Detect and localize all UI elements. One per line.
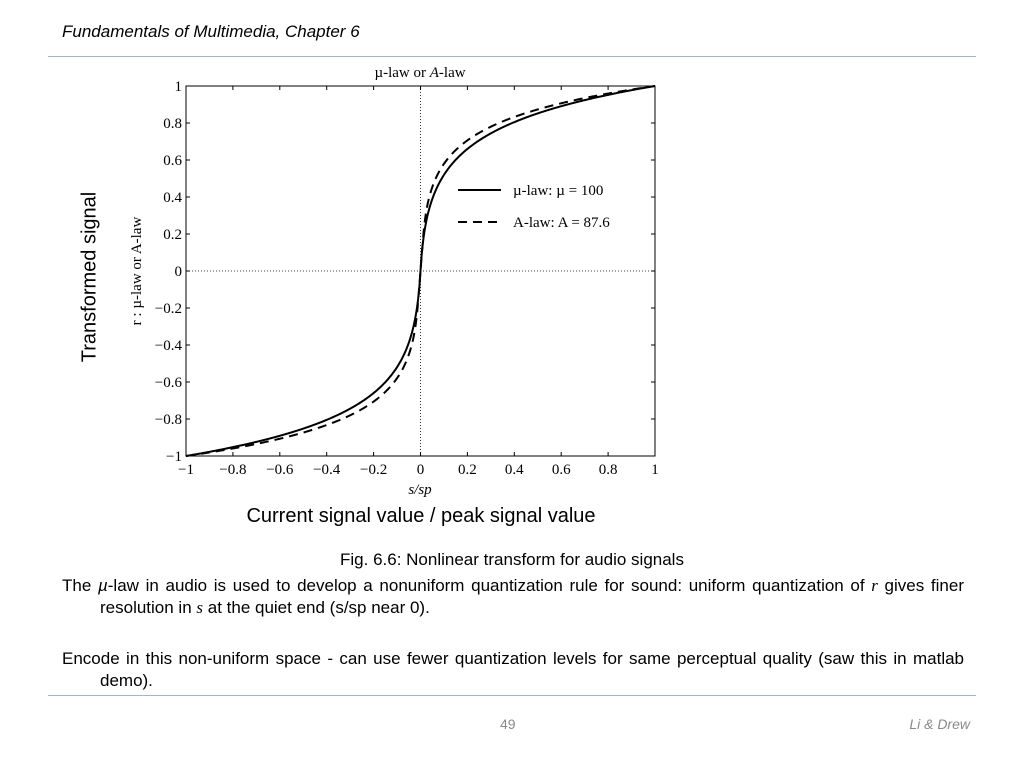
chart-title: µ-law or A-law (374, 65, 466, 81)
figure-caption: Fig. 6.6: Nonlinear transform for audio signals (340, 550, 684, 569)
y-ticks (155, 79, 655, 465)
x-tick-label: 0.6 (551, 462, 571, 478)
legend (458, 183, 610, 231)
inner-x-label: s/sp (408, 482, 432, 498)
legend-label-a: A-law: A = 87.6 (513, 215, 610, 231)
y-tick-label: −0.4 (154, 338, 182, 354)
slide-title: Fundamentals of Multimedia, Chapter 6 (62, 22, 360, 41)
x-tick-label: −1 (178, 462, 194, 478)
x-tick-label: −0.4 (313, 462, 341, 478)
y-tick-label: −1 (166, 449, 182, 465)
body-paragraph-1: The µ-law in audio is used to develop a nonuniform quantization rule for sound: uniform quantization of r gives finer resolution in s at the quiet end (s/sp near 0). (62, 576, 964, 617)
x-tick-label: 0 (416, 462, 425, 478)
inner-y-label: r : µ-law or A-law (129, 216, 145, 326)
y-tick-label: −0.6 (154, 375, 182, 391)
x-tick-label: 0.4 (504, 462, 524, 478)
legend-label-mu: µ-law: µ = 100 (513, 183, 604, 199)
y-tick-label: 0 (174, 264, 182, 280)
x-tick-label: 0.2 (458, 462, 477, 478)
y-tick-label: 0.8 (163, 116, 182, 132)
y-tick-label: 1 (174, 79, 182, 95)
mu-law-curve (186, 86, 655, 456)
y-tick-label: 0.2 (163, 227, 182, 243)
y-tick-label: 0.4 (163, 190, 182, 206)
body-paragraph-2: Encode in this non-uniform space - can use fewer quantization levels for same perceptual quality (saw this in matlab demo). (62, 649, 964, 690)
x-tick-label: −0.2 (359, 462, 388, 478)
x-tick-label: −0.8 (219, 462, 247, 478)
y-tick-label: −0.8 (154, 412, 182, 428)
x-tick-label: 0.8 (598, 462, 618, 478)
x-tick-label: −0.6 (266, 462, 294, 478)
footer-authors: Li & Drew (909, 716, 970, 732)
x-axis-caption: Current signal value / peak signal value (246, 505, 596, 527)
x-ticks (178, 86, 659, 478)
y-tick-label: 0.6 (163, 153, 182, 169)
y-tick-label: −0.2 (154, 301, 182, 317)
x-tick-label: 1 (651, 462, 659, 478)
page-number: 49 (500, 716, 516, 732)
footer-rule (48, 695, 976, 696)
